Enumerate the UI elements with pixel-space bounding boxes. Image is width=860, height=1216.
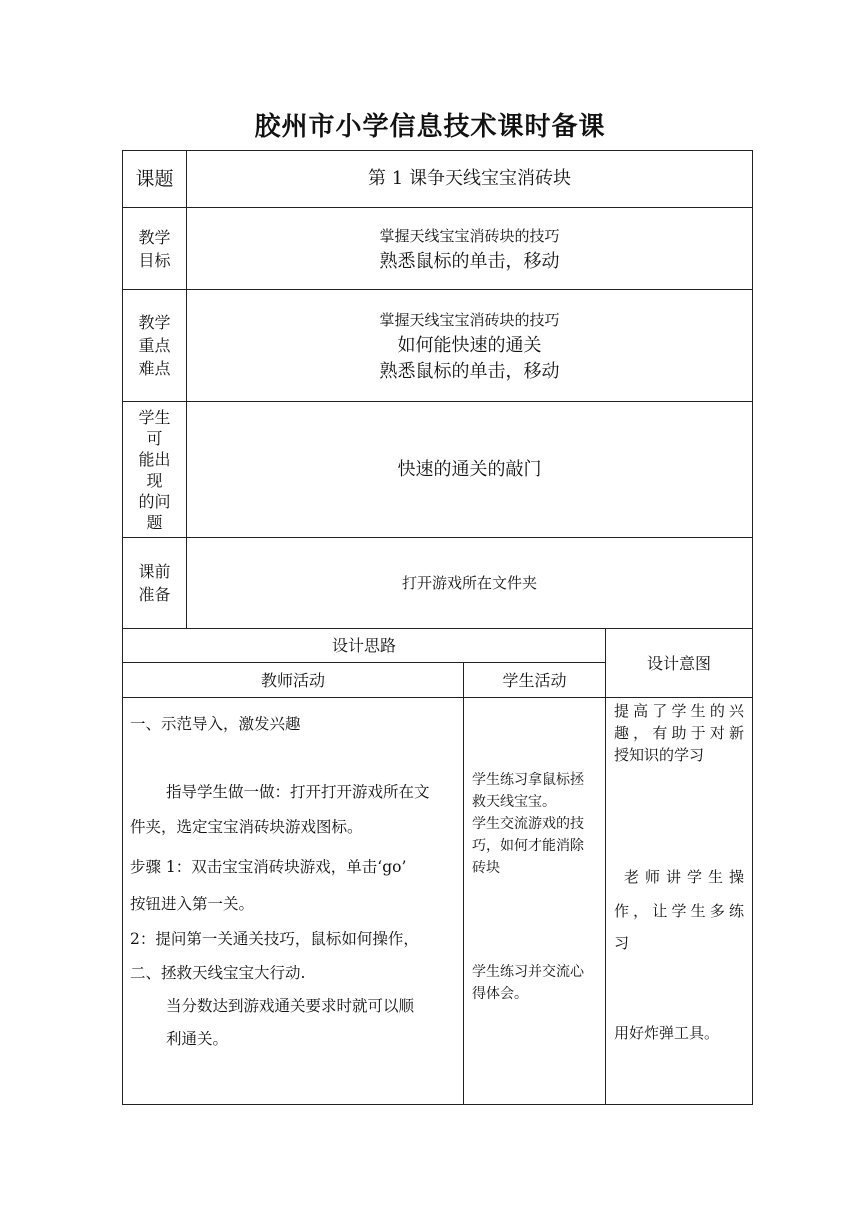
goal-content [187,208,752,289]
teacher-guide-line: 件夹，选定宝宝消砖块游戏图标。 [130,818,363,836]
intent-2-line: 习 [614,934,630,952]
student-activity-line: 学生练习拿鼠标拯 [472,772,584,788]
goal-content-line: 掌握天线宝宝消砖块的技巧 [379,226,560,245]
issues-content-text: 快速的通关的敲门 [397,458,542,480]
design-header-text: 设计思路 [331,636,396,655]
teacher-step-1-line: 按钮进入第一关。 [130,895,255,913]
student-activity-line: 学生交流游戏的技 [472,816,584,832]
key-content-line: 掌握天线宝宝消砖块的技巧 [379,310,560,329]
issues-label-line: 的问 [138,491,171,511]
topic-content [187,151,752,207]
teacher-section-2: 二、拯救天线宝宝大行动. [130,964,306,982]
issues-label-line: 现 [146,470,163,490]
intent-1-line: 提高了学生的兴 [614,702,744,720]
intent-column-divider [605,628,606,1105]
intent-header-text: 设计意图 [646,653,711,673]
prep-label [123,538,186,628]
student-activity-line: 砖块 [472,860,500,876]
teacher-header-text: 教师活动 [260,670,325,690]
goal-content-line: 熟悉鼠标的单击，移动 [379,250,560,272]
topic-label-text: 课题 [135,167,174,190]
student-column-divider [463,662,464,1105]
issues-content [187,402,752,537]
student-activity-line: 巧，如何才能消除 [472,838,584,854]
student-activity-3 [472,961,600,1005]
page-title: 胶州市小学信息技术课时备课 [254,112,606,142]
goal-label-line: 目标 [138,250,171,270]
issues-label-line: 学生 [138,407,171,427]
intent-header [606,629,752,697]
topic-label [123,151,186,207]
teacher-pass-line: 利通关。 [166,1030,229,1048]
key-label [123,290,186,401]
key-content-line: 熟悉鼠标的单击，移动 [379,360,560,382]
key-label-line: 难点 [138,359,171,378]
teacher-step-2: 2：提问第一关通关技巧，鼠标如何操作， [130,930,419,948]
intent-2-line: 作，让学生多练 [614,902,744,920]
student-header-text: 学生活动 [502,670,567,690]
key-label-line: 教学 [138,313,171,332]
teacher-section-1: 一、示范导入，激发兴趣 [130,715,301,733]
teacher-guide-line: 指导学生做一做：打开打开游戏所在文 [166,783,430,801]
key-content-line: 如何能快速的通关 [397,334,542,356]
row-divider [122,697,753,698]
intent-2-line: 老师讲学生操 [624,868,744,886]
intent-3: 用好炸弹工具。 [614,1024,720,1042]
design-header [123,629,605,662]
topic-content-text: 第 1 课争天线宝宝消砖块 [368,168,571,189]
issues-label-line: 可 [146,428,163,448]
teacher-header [123,663,463,697]
issues-label [123,402,186,537]
table-border-bottom [122,1104,753,1105]
student-activity-line: 学生练习并交流心 [472,964,584,980]
student-header [464,663,605,697]
student-activity-1 [472,769,600,879]
intent-1-line: 授知识的学习 [614,746,705,764]
issues-label-line: 能出 [138,449,171,469]
prep-label-line: 课前 [138,562,171,581]
key-content [187,290,752,401]
prep-label-line: 准备 [138,585,171,604]
student-activity-line: 得体会。 [472,986,528,1002]
issues-label-line: 题 [146,512,163,532]
prep-content-text: 打开游戏所在文件夹 [401,574,537,592]
table-border-right [752,150,753,1105]
prep-content [187,538,752,628]
teacher-pass-line: 当分数达到游戏通关要求时就可以顺 [166,997,415,1015]
student-activity-line: 救天线宝宝。 [472,794,556,810]
teacher-step-1-line: 步骤 1：双击宝宝消砖块游戏，单击‘go’ [130,858,407,876]
goal-label [123,208,186,289]
key-label-line: 重点 [138,336,171,355]
intent-1-line: 趣，有助于对新 [614,724,744,742]
goal-label-line: 教学 [138,227,171,247]
